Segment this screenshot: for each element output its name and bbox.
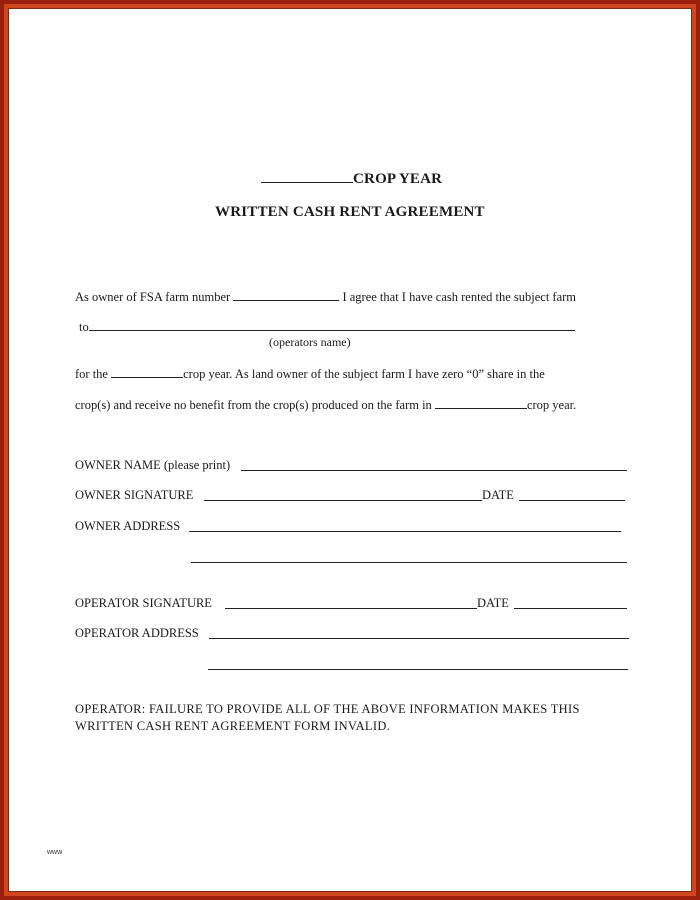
farm-number-blank[interactable] — [233, 289, 339, 301]
owner-signature-label: OWNER SIGNATURE — [75, 488, 194, 502]
para-line-2 — [79, 319, 575, 335]
notice-line-2: WRITTEN CASH RENT AGREEMENT FORM INVALID. — [75, 719, 391, 733]
produced-crop-year-blank[interactable] — [435, 397, 527, 409]
para-line-4 — [75, 397, 576, 413]
para-line-1 — [75, 289, 576, 305]
operator-signature-line[interactable] — [225, 608, 477, 609]
para3-end: crop year. As land owner of the subject farm I have zero “0” share in the — [183, 367, 545, 381]
owner-date-label: DATE — [482, 488, 514, 502]
owner-date-line[interactable] — [519, 500, 625, 501]
operator-address-label: OPERATOR ADDRESS — [75, 626, 199, 640]
operator-name-blank[interactable] — [89, 319, 575, 331]
operator-date-label: DATE — [477, 596, 509, 610]
para4-end: crop year. — [526, 398, 577, 412]
para3-start: for the — [75, 367, 108, 381]
operator-signature-label: OPERATOR SIGNATURE — [75, 596, 212, 610]
para1-end: I agree that I have cash rented the subject farm — [342, 290, 577, 304]
owner-signature-line[interactable] — [204, 500, 482, 501]
operator-address-line-2[interactable] — [208, 669, 628, 670]
para1-start: As owner of FSA farm number — [75, 290, 231, 304]
notice-line-1: OPERATOR: FAILURE TO PROVIDE ALL OF THE ABOVE INFORMATION MAKES THIS — [75, 702, 580, 716]
rent-crop-year-blank[interactable] — [111, 366, 183, 378]
operators-name-caption: (operators name) — [269, 335, 351, 349]
crop-year-heading: CROP YEAR — [353, 171, 443, 187]
operator-address-line-1[interactable] — [209, 638, 629, 639]
document-page — [8, 8, 692, 892]
para4-start: crop(s) and receive no benefit from the crop(s) produced on the farm in — [75, 398, 432, 412]
owner-name-line[interactable] — [241, 470, 627, 471]
crop-year-heading-row — [261, 169, 442, 188]
owner-address-line-2[interactable] — [191, 562, 627, 563]
owner-address-line-1[interactable] — [189, 531, 621, 532]
footer-mark: www — [47, 849, 63, 856]
crop-year-blank[interactable] — [261, 169, 353, 183]
para2-to: to — [79, 320, 89, 334]
para-line-3 — [75, 366, 545, 382]
owner-name-label: OWNER NAME (please print) — [75, 458, 231, 472]
document-title: WRITTEN CASH RENT AGREEMENT — [215, 204, 485, 220]
owner-address-label: OWNER ADDRESS — [75, 519, 181, 533]
operator-date-line[interactable] — [514, 608, 627, 609]
